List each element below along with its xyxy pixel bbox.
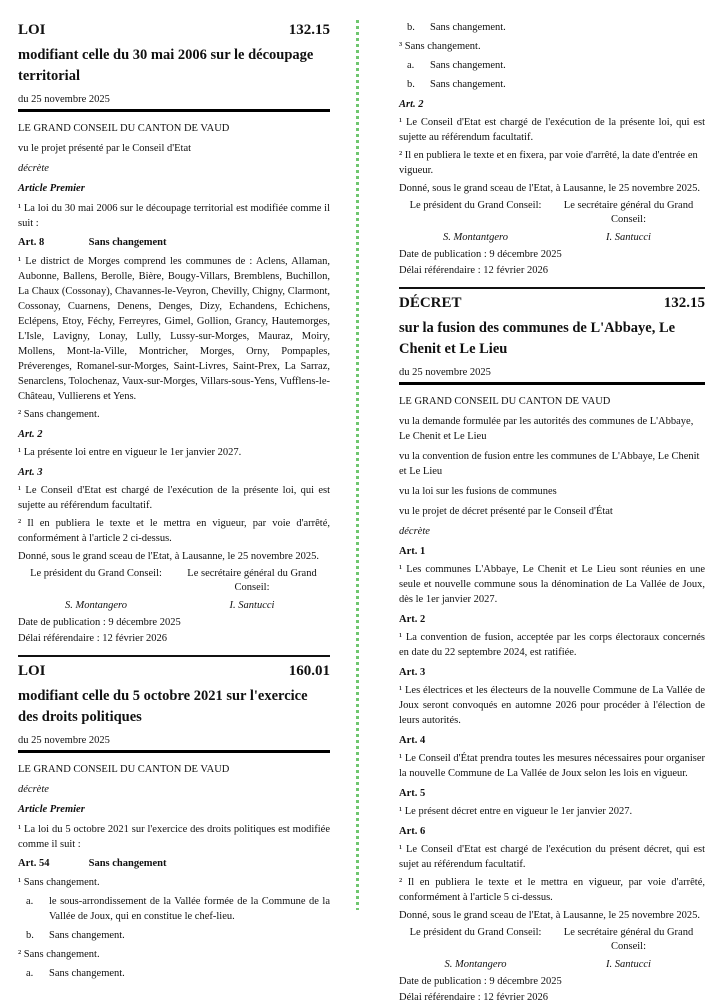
president-label: Le président du Grand Conseil: <box>409 200 542 211</box>
secretary-name: I. Santucci <box>606 959 651 970</box>
act-title: sur la fusion des communes de L'Abbaye, Le Chenit et Le Lieu <box>399 320 676 357</box>
list-text: Sans changement. <box>49 930 125 941</box>
act-header <box>18 22 330 39</box>
paragraph: ² Il en publiera le texte et le mettra en vigueur, par voie d'arrêté, conformément à l'article 2 ci-dessus. <box>18 518 330 544</box>
act-loi-160-01-continuation <box>399 20 705 278</box>
list-text: Sans changement. <box>430 79 506 90</box>
list-text: Sans changement. <box>430 22 506 33</box>
paragraph: ¹ Le présent décret entre en vigueur le 1er janvier 2027. <box>399 806 633 817</box>
donne-line: Donné, sous le grand sceau de l'Etat, à Lausanne, le 25 novembre 2025. <box>18 551 320 562</box>
paragraph: ¹ La loi du 30 mai 2006 sur le découpage territorial est modifiée comme il suit : <box>18 203 330 229</box>
paragraph: ² Il en publiera le texte et le mettra en vigueur, par voie d'arrêté, conformément à l'article 5 ci-dessus. <box>399 877 705 903</box>
list-letter: a. <box>26 896 34 907</box>
referendum-deadline: Délai référendaire : 12 février 2026 <box>18 633 167 644</box>
list-item-b <box>26 928 330 943</box>
signature-names <box>399 959 705 970</box>
article-premier-heading: Article Premier <box>18 183 85 194</box>
article-heading-art2: Art. 2 <box>18 429 43 440</box>
vu-line: vu la loi sur les fusions de communes <box>399 486 557 497</box>
paragraph: ² Il en publiera le texte et en fixera, par voie d'arrêté, la date d'entrée en vigueur. <box>399 150 698 176</box>
act-header <box>18 663 330 680</box>
signature-labels <box>399 199 705 227</box>
paragraph: ¹ La convention de fusion, acceptée par les corps électoraux concernés en date du 22 septembre 2024, est ratifiée. <box>399 632 705 658</box>
act-header <box>399 295 705 312</box>
vu-line: vu le projet de décret présenté par le Conseil d'État <box>399 506 613 517</box>
vu-line: vu le projet présenté par le Conseil d'Etat <box>18 143 192 154</box>
council-line: LE GRAND CONSEIL DU CANTON DE VAUD <box>18 764 230 775</box>
president-label: Le président du Grand Conseil: <box>30 568 162 579</box>
act-number: 132.15 <box>663 295 705 311</box>
article-note: Sans changement <box>88 237 167 248</box>
list-letter: b. <box>407 22 415 33</box>
act-date: du 25 novembre 2025 <box>399 367 491 378</box>
publication-date: Date de publication : 9 décembre 2025 <box>399 249 562 260</box>
act-date: du 25 novembre 2025 <box>18 735 110 746</box>
article-heading-art6: Art. 6 <box>399 826 426 837</box>
article-note: Sans changement <box>88 858 167 869</box>
referendum-deadline: Délai référendaire : 12 février 2026 <box>399 992 548 1003</box>
list-text: le sous-arrondissement de la Vallée formée de la Commune de la Vallée de Joux, qui en constitue le chef-lieu. <box>49 896 330 922</box>
vu-line: vu la convention de fusion entre les communes de L'Abbaye, Le Chenit et Le Lieu <box>399 451 700 477</box>
paragraph: ¹ Les communes L'Abbaye, Le Chenit et Le Lieu sont réunies en une seule et nouvelle commune sous la dénomination de La Vallée de Joux, dès le 1er janvier 2027. <box>399 564 705 605</box>
secretary-name: I. Santucci <box>229 600 275 611</box>
decrete-line: décrète <box>18 163 49 174</box>
donne-line: Donné, sous le grand sceau de l'Etat, à Lausanne, le 25 novembre 2025. <box>399 183 701 194</box>
list-item-b <box>407 20 705 35</box>
article-number: Art. 54 <box>18 858 50 869</box>
paragraph: ³ Sans changement. <box>399 41 481 52</box>
list-text: Sans changement. <box>49 968 125 979</box>
article-number: Art. 8 <box>18 237 45 248</box>
article-heading-art1: Art. 1 <box>399 546 426 557</box>
act-date: du 25 novembre 2025 <box>18 94 110 105</box>
president-name: S. Montangero <box>444 959 507 970</box>
referendum-deadline: Délai référendaire : 12 février 2026 <box>399 265 548 276</box>
paragraph: ¹ Le Conseil d'Etat est chargé de l'exécution de la présente loi, qui est sujette au référendum facultatif. <box>18 485 330 511</box>
act-title: modifiant celle du 30 mai 2006 sur le découpage territorial <box>18 47 314 84</box>
donne-line: Donné, sous le grand sceau de l'Etat, à Lausanne, le 25 novembre 2025. <box>399 910 701 921</box>
act-loi-160-01 <box>18 663 330 981</box>
paragraph: ² Sans changement. <box>18 949 100 960</box>
council-line: LE GRAND CONSEIL DU CANTON DE VAUD <box>399 396 611 407</box>
paragraph: ¹ La loi du 5 octobre 2021 sur l'exercice des droits politiques est modifiée comme il suit : <box>18 824 330 850</box>
column-divider-dotted-line <box>356 20 359 910</box>
council-line: LE GRAND CONSEIL DU CANTON DE VAUD <box>18 123 230 134</box>
article-heading-art8 <box>18 235 330 250</box>
vu-line: vu la demande formulée par les autorités des communes de L'Abbaye, Le Chenit et Le Lieu <box>399 416 694 442</box>
article-heading-art4: Art. 4 <box>399 735 426 746</box>
paragraph: ¹ Les électrices et les électeurs de la nouvelle Commune de La Vallée de Joux seront convoqués en automne 2026 pour procéder à l'élection de leurs autorités. <box>399 685 705 726</box>
paragraph: ¹ Le Conseil d'État prendra toutes les mesures nécessaires pour organiser la nouvelle Commune de La Vallée de Joux selon les lois en vigueur. <box>399 753 705 779</box>
paragraph: ¹ Sans changement. <box>18 877 100 888</box>
paragraph: ² Sans changement. <box>18 409 100 420</box>
list-text: Sans changement. <box>430 60 506 71</box>
signature-names <box>399 232 705 243</box>
act-loi-132-15 <box>18 22 330 646</box>
article-heading-art2: Art. 2 <box>399 614 426 625</box>
signature-labels <box>399 926 705 954</box>
article-heading-art5: Art. 5 <box>399 788 426 799</box>
section-divider-rule <box>18 655 330 657</box>
act-type: LOI <box>18 663 46 679</box>
signature-names <box>18 600 330 611</box>
left-column <box>18 16 330 985</box>
publication-date: Date de publication : 9 décembre 2025 <box>399 976 562 987</box>
secretary-label: Le secrétaire général du Grand Conseil: <box>563 927 694 952</box>
act-type: DÉCRET <box>399 295 462 311</box>
list-letter: b. <box>26 930 34 941</box>
list-item-b <box>407 77 705 92</box>
secretary-label: Le secrétaire général du Grand Conseil: <box>563 200 694 225</box>
header-rule <box>18 750 330 753</box>
act-number: 132.15 <box>288 22 330 38</box>
act-decret-132-15 <box>399 295 705 1005</box>
article-heading-art54 <box>18 856 330 871</box>
section-divider-rule <box>399 287 705 289</box>
list-item-a <box>26 966 330 981</box>
header-rule <box>399 382 705 385</box>
list-letter: a. <box>26 968 34 979</box>
secretary-name: I. Santucci <box>606 232 651 243</box>
paragraph: ¹ Le Conseil d'Etat est chargé de l'exécution du présent décret, qui est sujet au référendum facultatif. <box>399 844 705 870</box>
list-letter: b. <box>407 79 415 90</box>
act-type: LOI <box>18 22 46 38</box>
list-item-a <box>26 894 330 924</box>
paragraph: ¹ Le Conseil d'Etat est chargé de l'exécution de la présente loi, qui est sujette au référendum facultatif. <box>399 117 705 143</box>
article-heading-art3: Art. 3 <box>18 467 43 478</box>
president-name: S. Montangero <box>64 600 128 611</box>
president-label: Le président du Grand Conseil: <box>409 927 542 938</box>
communes-paragraph: ¹ Le district de Morges comprend les communes de : Aclens, Allaman, Aubonne, Ballens, Berolle, Bière, Bougy-Villars, Bremblens, Buchillon, La Chaux (Cossonay), Chavannes-le-Veyron, Chevilly, Chigny, Clarmont, Cossonay, Cuarnens, Denens, Denges, Dizy, Echandens, Echichens, Eclépens, Etoy, Féchy, Ferreyres, Gimel, Gollion, Grancy, Hautemorges, L'Isle, Lavigny, Lonay, Lully, Lussy-sur-Morges, Mauraz, Moiry, Mollens, Mont-la-Ville, Montricher, Morges, Orny, Pompaples, Préverenges, Romanel-sur-Morges, Saint-Livres, Saint-Prex, La Sarraz, Senarclens, Tolochenaz, Vaux-sur-Morges, Villars-sous-Yens, Vufflens-le-Château, Vullierens et Yens. <box>18 256 330 402</box>
list-letter: a. <box>407 60 415 71</box>
article-heading-art3: Art. 3 <box>399 667 426 678</box>
president-name: S. Montantgero <box>443 232 508 243</box>
decrete-line: décrète <box>18 784 49 795</box>
right-column <box>399 16 705 1006</box>
act-number: 160.01 <box>288 663 330 679</box>
header-rule <box>18 109 330 112</box>
list-item-a <box>407 58 705 73</box>
secretary-label: Le secrétaire général du Grand Conseil: <box>187 568 317 593</box>
signature-labels <box>18 567 330 595</box>
article-heading-art2: Art. 2 <box>399 99 424 110</box>
decrete-line: décrète <box>399 526 430 537</box>
paragraph: ¹ La présente loi entre en vigueur le 1er janvier 2027. <box>18 447 242 458</box>
article-premier-heading: Article Premier <box>18 804 85 815</box>
act-title: modifiant celle du 5 octobre 2021 sur l'exercice des droits politiques <box>18 688 308 725</box>
publication-date: Date de publication : 9 décembre 2025 <box>18 617 181 628</box>
